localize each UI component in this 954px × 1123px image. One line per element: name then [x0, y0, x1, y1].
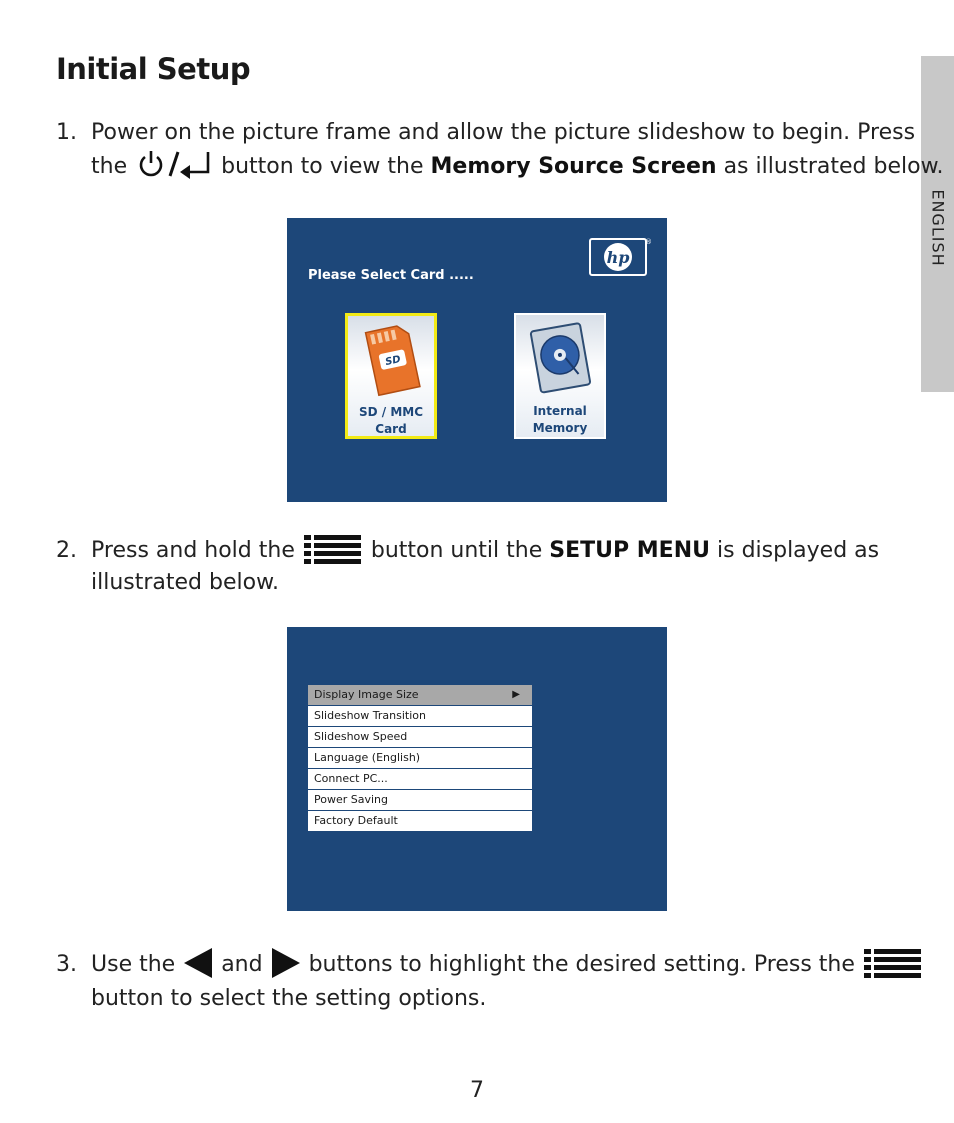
menu-item-power-saving[interactable]: Power Saving — [308, 790, 532, 811]
menu-icon — [864, 948, 922, 978]
step-number: 2. — [56, 538, 77, 563]
sd-card-label-line-2: Card — [375, 422, 407, 436]
setup-menu-list — [308, 685, 532, 832]
memory-source-screen — [287, 218, 667, 502]
sd-mmc-card-option[interactable] — [345, 313, 437, 439]
hp-logo-text: hp — [606, 248, 630, 267]
internal-memory-label-line-2: Memory — [532, 421, 588, 435]
hard-disk-icon — [516, 317, 604, 403]
setup-menu-screen — [287, 627, 667, 911]
step-text-line-2: button to select the setting options. — [91, 986, 487, 1011]
step-3 — [56, 948, 916, 1018]
menu-item-factory-default[interactable]: Factory Default — [308, 811, 532, 832]
step-1 — [56, 116, 944, 186]
menu-icon — [304, 534, 362, 564]
menu-item-language[interactable]: Language (English) — [308, 748, 532, 769]
menu-item-slideshow-speed[interactable]: Slideshow Speed — [308, 727, 532, 748]
left-arrow-icon — [182, 947, 214, 979]
step-number: 1. — [56, 120, 77, 145]
step-text: Use the and buttons to highlight the desired setting. Press the — [91, 948, 922, 982]
setup-menu-term: SETUP MENU — [549, 538, 710, 563]
menu-item-display-image-size[interactable]: Display Image Size ▶ — [308, 685, 532, 706]
side-tab-label: ENGLISH — [928, 189, 947, 267]
memory-source-screen-term: Memory Source Screen — [430, 154, 717, 179]
menu-item-connect-pc[interactable]: Connect PC... — [308, 769, 532, 790]
right-arrow-icon — [270, 947, 302, 979]
page-title: Initial Setup — [56, 52, 251, 86]
menu-item-slideshow-transition[interactable]: Slideshow Transition — [308, 706, 532, 727]
internal-memory-option[interactable] — [514, 313, 606, 439]
step-number: 3. — [56, 952, 77, 977]
select-card-prompt: Please Select Card ..... — [308, 268, 474, 283]
power-enter-icon — [136, 148, 214, 180]
svg-text:SD: SD — [384, 354, 402, 369]
language-side-tab — [921, 56, 954, 392]
submenu-arrow-icon: ▶ — [512, 689, 520, 700]
step-text-line-2: illustrated below. — [91, 570, 280, 595]
internal-memory-label-line-1: Internal — [533, 404, 587, 418]
step-text-line-2: the button to view the Memory Source Screen as illustrated below. — [91, 150, 944, 184]
page-number: 7 — [470, 1078, 484, 1103]
step-text: Press and hold the button until the SETUP MENU is displayed as — [91, 534, 879, 568]
sd-card-icon — [348, 318, 434, 404]
sd-card-label-line-1: SD / MMC — [358, 405, 424, 419]
hp-logo — [589, 238, 647, 276]
registered-mark: ® — [645, 238, 652, 246]
step-2 — [56, 534, 916, 604]
step-text: Power on the picture frame and allow the picture slideshow to begin. Press — [91, 120, 916, 145]
